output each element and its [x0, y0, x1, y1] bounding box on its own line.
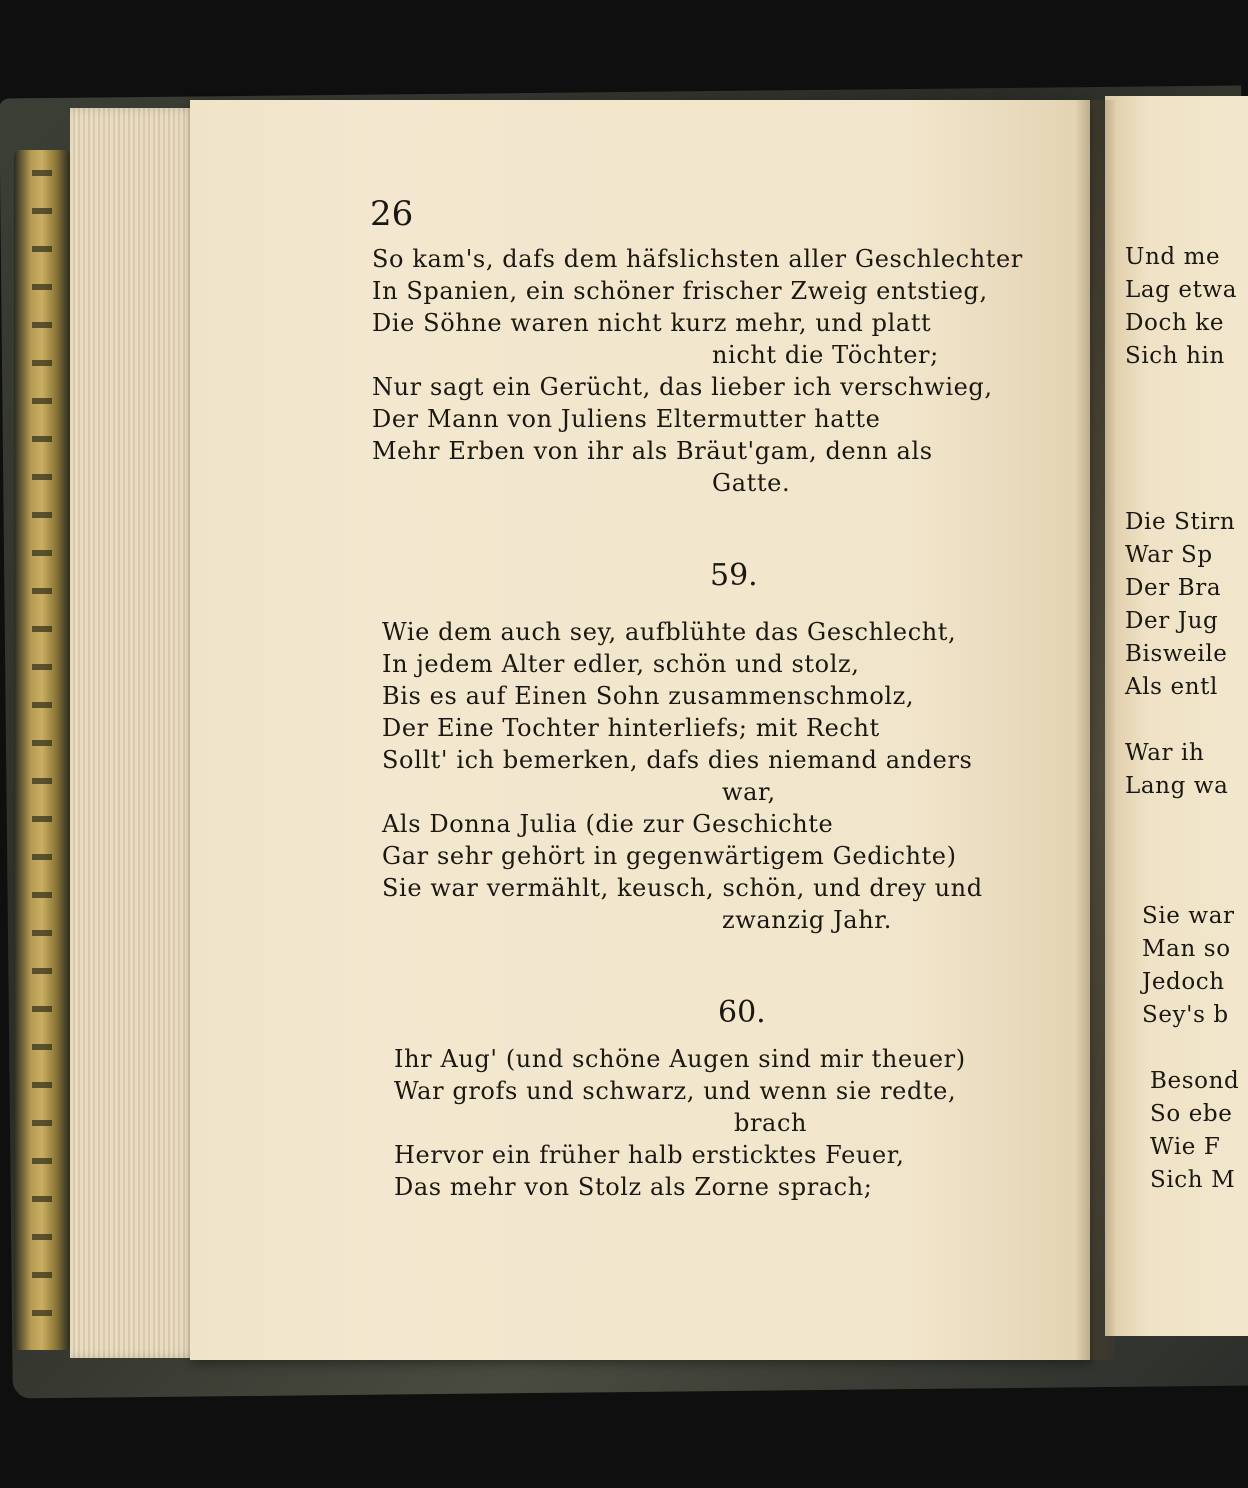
verse-fragment: Sich M	[1150, 1167, 1236, 1193]
verse-line: In Spanien, ein schöner frischer Zweig entstieg,	[372, 277, 988, 305]
verse-fragment: Lag etwa	[1125, 277, 1238, 303]
stanza-59	[382, 616, 983, 936]
verse-line: So kam's, dafs dem häfslichsten aller Geschlechter	[372, 245, 1023, 273]
verse-line: Das mehr von Stolz als Zorne sprach;	[394, 1173, 873, 1201]
verse-fragment: Sie war	[1142, 903, 1235, 929]
verse-fragment: Die Stirn	[1125, 509, 1236, 535]
verse-fragment: Und me	[1125, 244, 1221, 270]
verse-line: Wie dem auch sey, aufblühte das Geschlecht,	[382, 618, 957, 646]
verse-fragment: Sich hin	[1125, 343, 1225, 369]
verse-line: Gar sehr gehört in gegenwärtigem Gedichte)	[382, 842, 957, 870]
verse-line: Gatte.	[712, 469, 791, 497]
verse-line: War grofs und schwarz, und wenn sie redte,	[394, 1077, 957, 1105]
verse-line: Als Donna Julia (die zur Geschichte	[382, 810, 834, 838]
verse-fragment: Als entl	[1125, 674, 1218, 700]
stanza-number-59: 59.	[710, 558, 758, 593]
stanza-58	[372, 243, 1023, 499]
verse-line: Hervor ein früher halb ersticktes Feuer,	[394, 1141, 905, 1169]
verse-line: Die Söhne waren nicht kurz mehr, und platt	[372, 309, 932, 337]
verse-fragment: Doch ke	[1125, 310, 1225, 336]
right-block-5	[1150, 1065, 1239, 1197]
verse-fragment: Bisweile	[1125, 641, 1228, 667]
gutter-shadow	[1075, 100, 1115, 1360]
verse-line: brach	[734, 1109, 808, 1137]
verse-line: zwanzig Jahr.	[722, 906, 892, 934]
verse-fragment: Der Bra	[1125, 575, 1222, 601]
verse-line: Der Mann von Juliens Eltermutter hatte	[372, 405, 881, 433]
verse-fragment: War ih	[1125, 740, 1205, 766]
stanza-60	[394, 1043, 966, 1203]
verse-line: Sollt' ich bemerken, dafs dies niemand anders	[382, 746, 973, 774]
verse-fragment: Der Jug	[1125, 608, 1219, 634]
verse-line: Ihr Aug' (und schöne Augen sind mir theuer)	[394, 1045, 966, 1073]
verse-fragment: Lang wa	[1125, 773, 1229, 799]
verse-fragment: Sey's b	[1142, 1002, 1229, 1028]
stanza-number-60: 60.	[718, 995, 766, 1030]
page-edges	[70, 108, 210, 1358]
verse-line: nicht die Töchter;	[712, 341, 939, 369]
verse-fragment: Besond	[1150, 1068, 1240, 1094]
verse-line: Der Eine Tochter hinterliefs; mit Recht	[382, 714, 880, 742]
verse-fragment: Jedoch	[1142, 969, 1225, 995]
right-block-2	[1125, 506, 1235, 704]
page-number: 26	[370, 194, 414, 234]
right-block-1	[1125, 241, 1237, 373]
verse-line: Sie war vermählt, keusch, schön, und drey und	[382, 874, 983, 902]
right-block-3	[1125, 737, 1228, 803]
spine-ornament	[14, 150, 70, 1350]
verse-fragment: Man so	[1142, 936, 1231, 962]
verse-line: war,	[722, 778, 776, 806]
verse-line: Nur sagt ein Gerücht, das lieber ich verschwieg,	[372, 373, 993, 401]
verse-line: Mehr Erben von ihr als Bräut'gam, denn als	[372, 437, 933, 465]
verse-line: In jedem Alter edler, schön und stolz,	[382, 650, 860, 678]
verse-fragment: Wie F	[1150, 1134, 1221, 1160]
verse-fragment: So ebe	[1150, 1101, 1233, 1127]
verse-fragment: War Sp	[1125, 542, 1213, 568]
verse-line: Bis es auf Einen Sohn zusammenschmolz,	[382, 682, 915, 710]
right-block-4	[1142, 900, 1235, 1032]
